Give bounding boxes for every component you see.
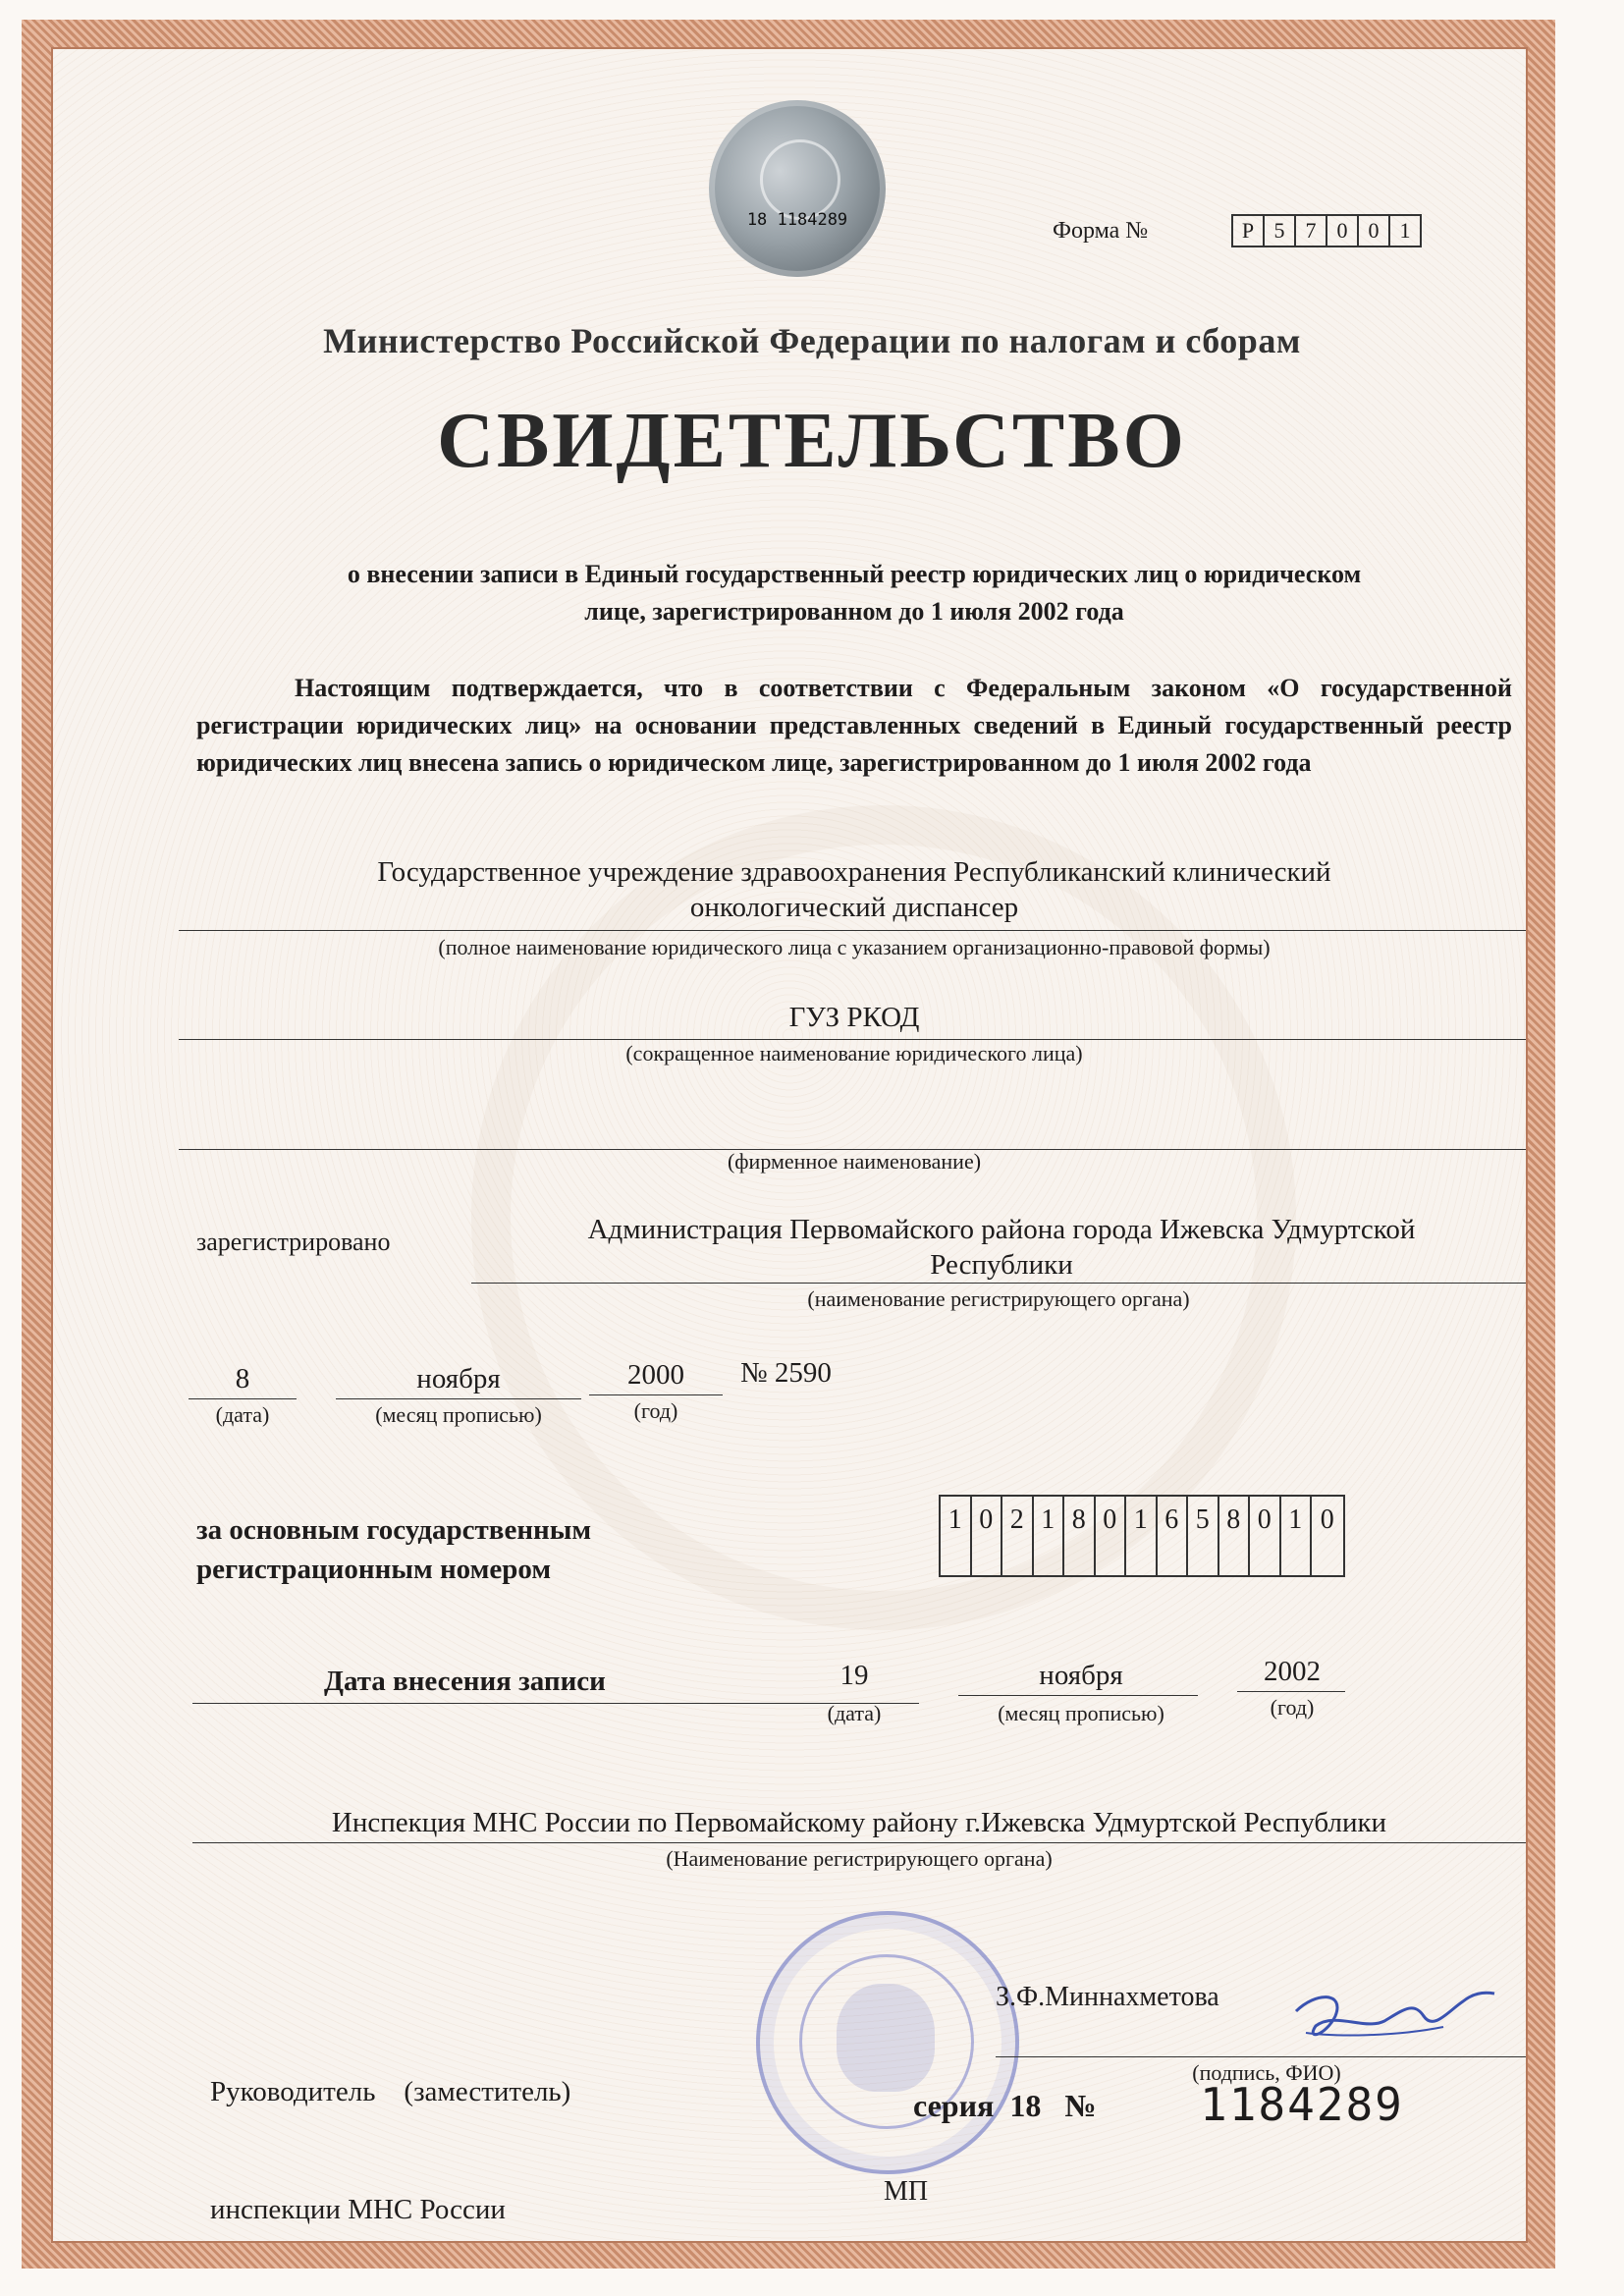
brand-name-caption: (фирменное наименование) — [727, 1149, 982, 1174]
ogrn-digit: 8 — [1219, 1497, 1251, 1575]
role-line: инспекции МНС России — [210, 2194, 506, 2225]
entry-date-label: Дата внесения записи — [324, 1666, 606, 1697]
signatory-name: З.Ф.Миннахметова — [996, 1982, 1219, 2012]
hologram-seal — [709, 100, 886, 277]
handwritten-signature — [1276, 1972, 1502, 2060]
form-code-cell: Р — [1233, 216, 1265, 246]
ogrn-digit: 0 — [1250, 1497, 1281, 1575]
ogrn-digit: 1 — [1126, 1497, 1158, 1575]
ogrn-digit: 1 — [941, 1497, 972, 1575]
series-label: серия 18 № — [913, 2088, 1097, 2123]
form-code — [1231, 214, 1422, 247]
ogrn-label-line: за основным государственным — [196, 1514, 592, 1546]
seal-place-mark: МП — [884, 2176, 929, 2207]
full-name-caption: (полное наименование юридического лица с указанием организационно-правовой формы) — [438, 935, 1271, 959]
ogrn-digit: 8 — [1064, 1497, 1096, 1575]
form-code-cell: 7 — [1296, 216, 1327, 246]
role-line: Руководитель (заместитель) — [210, 2076, 571, 2107]
subtitle-line: лице, зарегистрированном до 1 июля 2002 года — [584, 597, 1124, 626]
reg-year-caption: (год) — [633, 1398, 678, 1423]
entry-month-underline — [958, 1695, 1198, 1696]
eagle-emblem-icon — [837, 1984, 935, 2092]
registering-authority-value — [471, 1212, 1532, 1283]
form-code-cell: 1 — [1399, 218, 1411, 243]
reg-month-caption: (месяц прописью) — [375, 1402, 542, 1427]
authority-line: Республики — [930, 1249, 1073, 1281]
reg-day: 8 — [235, 1363, 250, 1394]
authority-caption: (наименование регистрирующего органа) — [807, 1286, 1190, 1311]
form-code-cell: 0 — [1359, 216, 1390, 246]
entry-day: 19 — [839, 1660, 869, 1691]
hologram-number: 18 1184289 — [746, 210, 848, 230]
document-title: СВИДЕТЕЛЬСТВО — [437, 398, 1187, 484]
reg-month-underline — [336, 1398, 581, 1399]
short-name-value: ГУЗ РКОД — [788, 1002, 920, 1033]
short-name-underline — [179, 1039, 1526, 1040]
full-name-underline — [179, 930, 1526, 931]
inspection-caption: (Наименование регистрирующего органа) — [666, 1846, 1053, 1871]
series-number: 1184289 — [1200, 2078, 1404, 2131]
ministry-heading: Министерство Российской Федерации по налогам и сборам — [323, 321, 1301, 360]
official-stamp — [756, 1911, 1019, 2174]
form-code-cell: 0 — [1327, 216, 1359, 246]
entry-day-caption: (дата) — [827, 1701, 882, 1725]
reg-day-caption: (дата) — [215, 1402, 270, 1427]
ogrn-label-line: регистрационным номером — [196, 1554, 552, 1585]
entry-month: ноября — [1039, 1660, 1123, 1691]
full-name-value — [177, 854, 1532, 925]
ogrn-label — [196, 1510, 591, 1589]
reg-year-underline — [589, 1394, 723, 1395]
form-label: Форма № — [1053, 218, 1149, 244]
registered-label: зарегистрировано — [196, 1228, 391, 1256]
full-name-line: онкологический диспансер — [689, 892, 1019, 923]
reg-day-underline — [189, 1398, 297, 1399]
entry-year-caption: (год) — [1270, 1695, 1315, 1720]
full-name-line: Государственное учреждение здравоохранения Республиканский клинический — [377, 856, 1331, 888]
authority-underline — [471, 1283, 1526, 1284]
ogrn-digit: 6 — [1158, 1497, 1189, 1575]
entry-year-underline — [1237, 1691, 1345, 1692]
entry-year: 2002 — [1264, 1656, 1321, 1687]
short-name-caption: (сокращенное наименование юридического лица) — [625, 1041, 1083, 1066]
authority-line: Администрация Первомайского района города Ижевска Удмуртской — [587, 1214, 1416, 1245]
entry-month-caption: (месяц прописью) — [998, 1701, 1164, 1725]
inspection-name: Инспекция МНС России по Первомайскому району г.Ижевска Удмуртской Республики — [331, 1807, 1387, 1838]
ogrn-digit: 1 — [1034, 1497, 1065, 1575]
inspection-underline — [192, 1842, 1526, 1843]
document-subtitle — [196, 556, 1512, 630]
ogrn-digit: 2 — [1002, 1497, 1034, 1575]
ogrn-digit: 1 — [1281, 1497, 1313, 1575]
signatory-role — [210, 1994, 570, 2269]
form-code-cell: 5 — [1265, 216, 1296, 246]
hologram-emblem-icon — [760, 139, 840, 220]
ogrn-number — [939, 1495, 1345, 1577]
subtitle-line: о внесении записи в Единый государственный реестр юридических лиц о юридическом — [347, 560, 1362, 588]
signature-underline — [996, 2056, 1526, 2057]
reg-month: ноября — [416, 1363, 501, 1394]
ogrn-digit: 0 — [1096, 1497, 1127, 1575]
reg-number: № 2590 — [740, 1357, 832, 1389]
ogrn-digit: 5 — [1188, 1497, 1219, 1575]
ogrn-digit: 0 — [1320, 1504, 1334, 1535]
intro-paragraph: Настоящим подтверждается, что в соответствии с Федеральным законом «О государственной регистрации юридических лиц» на основании представленных сведений в Единый государственный реестр юридических лиц внесена запись о юридическом лице, зарегистрированном до 1 июля 2002 года — [196, 674, 1512, 777]
reg-year: 2000 — [627, 1359, 684, 1391]
signature-caption: (подпись, ФИО) — [1192, 2060, 1341, 2085]
ogrn-digit: 0 — [972, 1497, 1003, 1575]
